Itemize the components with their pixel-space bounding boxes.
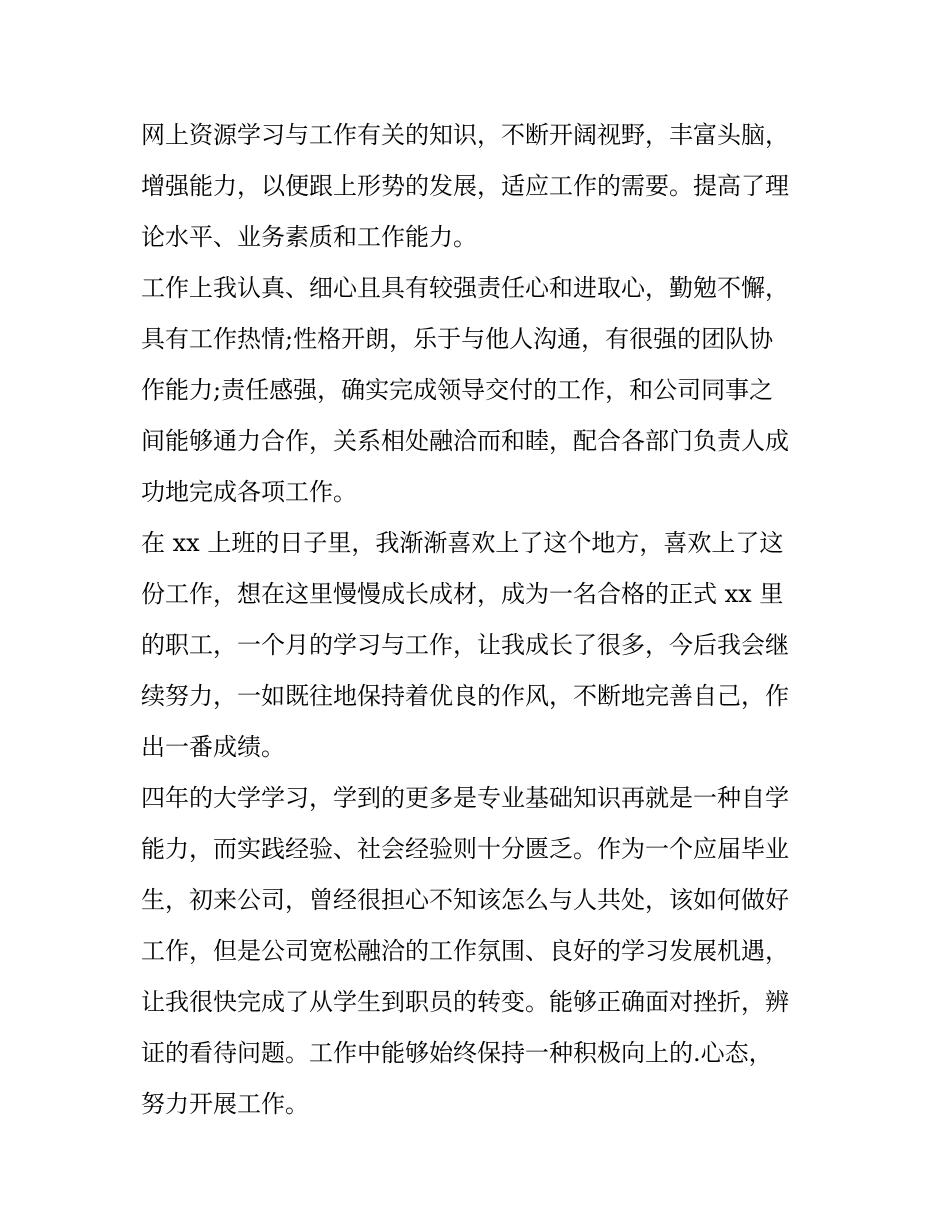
paragraph-line: 具有工作热情;性格开朗，乐于与他人沟通，有很强的团队协 — [141, 325, 774, 353]
paragraph-line: 增强能力，以便跟上形势的发展，适应工作的需要。提高了理 — [141, 172, 789, 200]
paragraph-line: 网上资源学习与工作有关的知识，不断开阔视野，丰富头脑， — [141, 121, 789, 149]
paragraph-line: 份工作，想在这里慢慢成长成材，成为一名合格的正式 xx 里 — [141, 580, 784, 608]
paragraph-line: 功地完成各项工作。 — [141, 478, 357, 506]
paragraph-line: 出一番成绩。 — [141, 733, 285, 761]
paragraph-line: 论水平、业务素质和工作能力。 — [141, 223, 477, 251]
paragraph-line: 四年的大学学习，学到的更多是专业基础知识再就是一种自学 — [141, 784, 789, 812]
paragraph-line: 能力，而实践经验、社会经验则十分匮乏。作为一个应届毕业 — [141, 835, 789, 863]
document-body — [141, 110, 831, 1130]
paragraph-line: 作能力;责任感强，确实完成领导交付的工作，和公司同事之 — [141, 376, 774, 404]
paragraph-line: 让我很快完成了从学生到职员的转变。能够正确面对挫折，辨 — [141, 988, 789, 1016]
paragraph-4 — [141, 773, 831, 1130]
paragraph-line: 生，初来公司，曾经很担心不知该怎么与人共处，该如何做好 — [141, 886, 789, 914]
paragraph-line: 的职工，一个月的学习与工作，让我成长了很多，今后我会继 — [141, 631, 789, 659]
paragraph-line: 在 xx 上班的日子里，我渐渐喜欢上了这个地方，喜欢上了这 — [141, 529, 784, 557]
paragraph-3 — [141, 518, 831, 773]
paragraph-line: 努力开展工作。 — [141, 1090, 309, 1118]
paragraph-2 — [141, 263, 831, 518]
paragraph-line: 证的看待问题。工作中能够始终保持一种积极向上的.心态， — [141, 1039, 773, 1067]
paragraph-line: 续努力，一如既往地保持着优良的作风，不断地完善自己，作 — [141, 682, 789, 710]
paragraph-line: 工作，但是公司宽松融洽的工作氛围、良好的学习发展机遇， — [141, 937, 789, 965]
paragraph-1 — [141, 110, 831, 263]
paragraph-line: 间能够通力合作，关系相处融洽而和睦，配合各部门负责人成 — [141, 427, 789, 455]
paragraph-line: 工作上我认真、细心且具有较强责任心和进取心，勤勉不懈， — [141, 274, 789, 302]
